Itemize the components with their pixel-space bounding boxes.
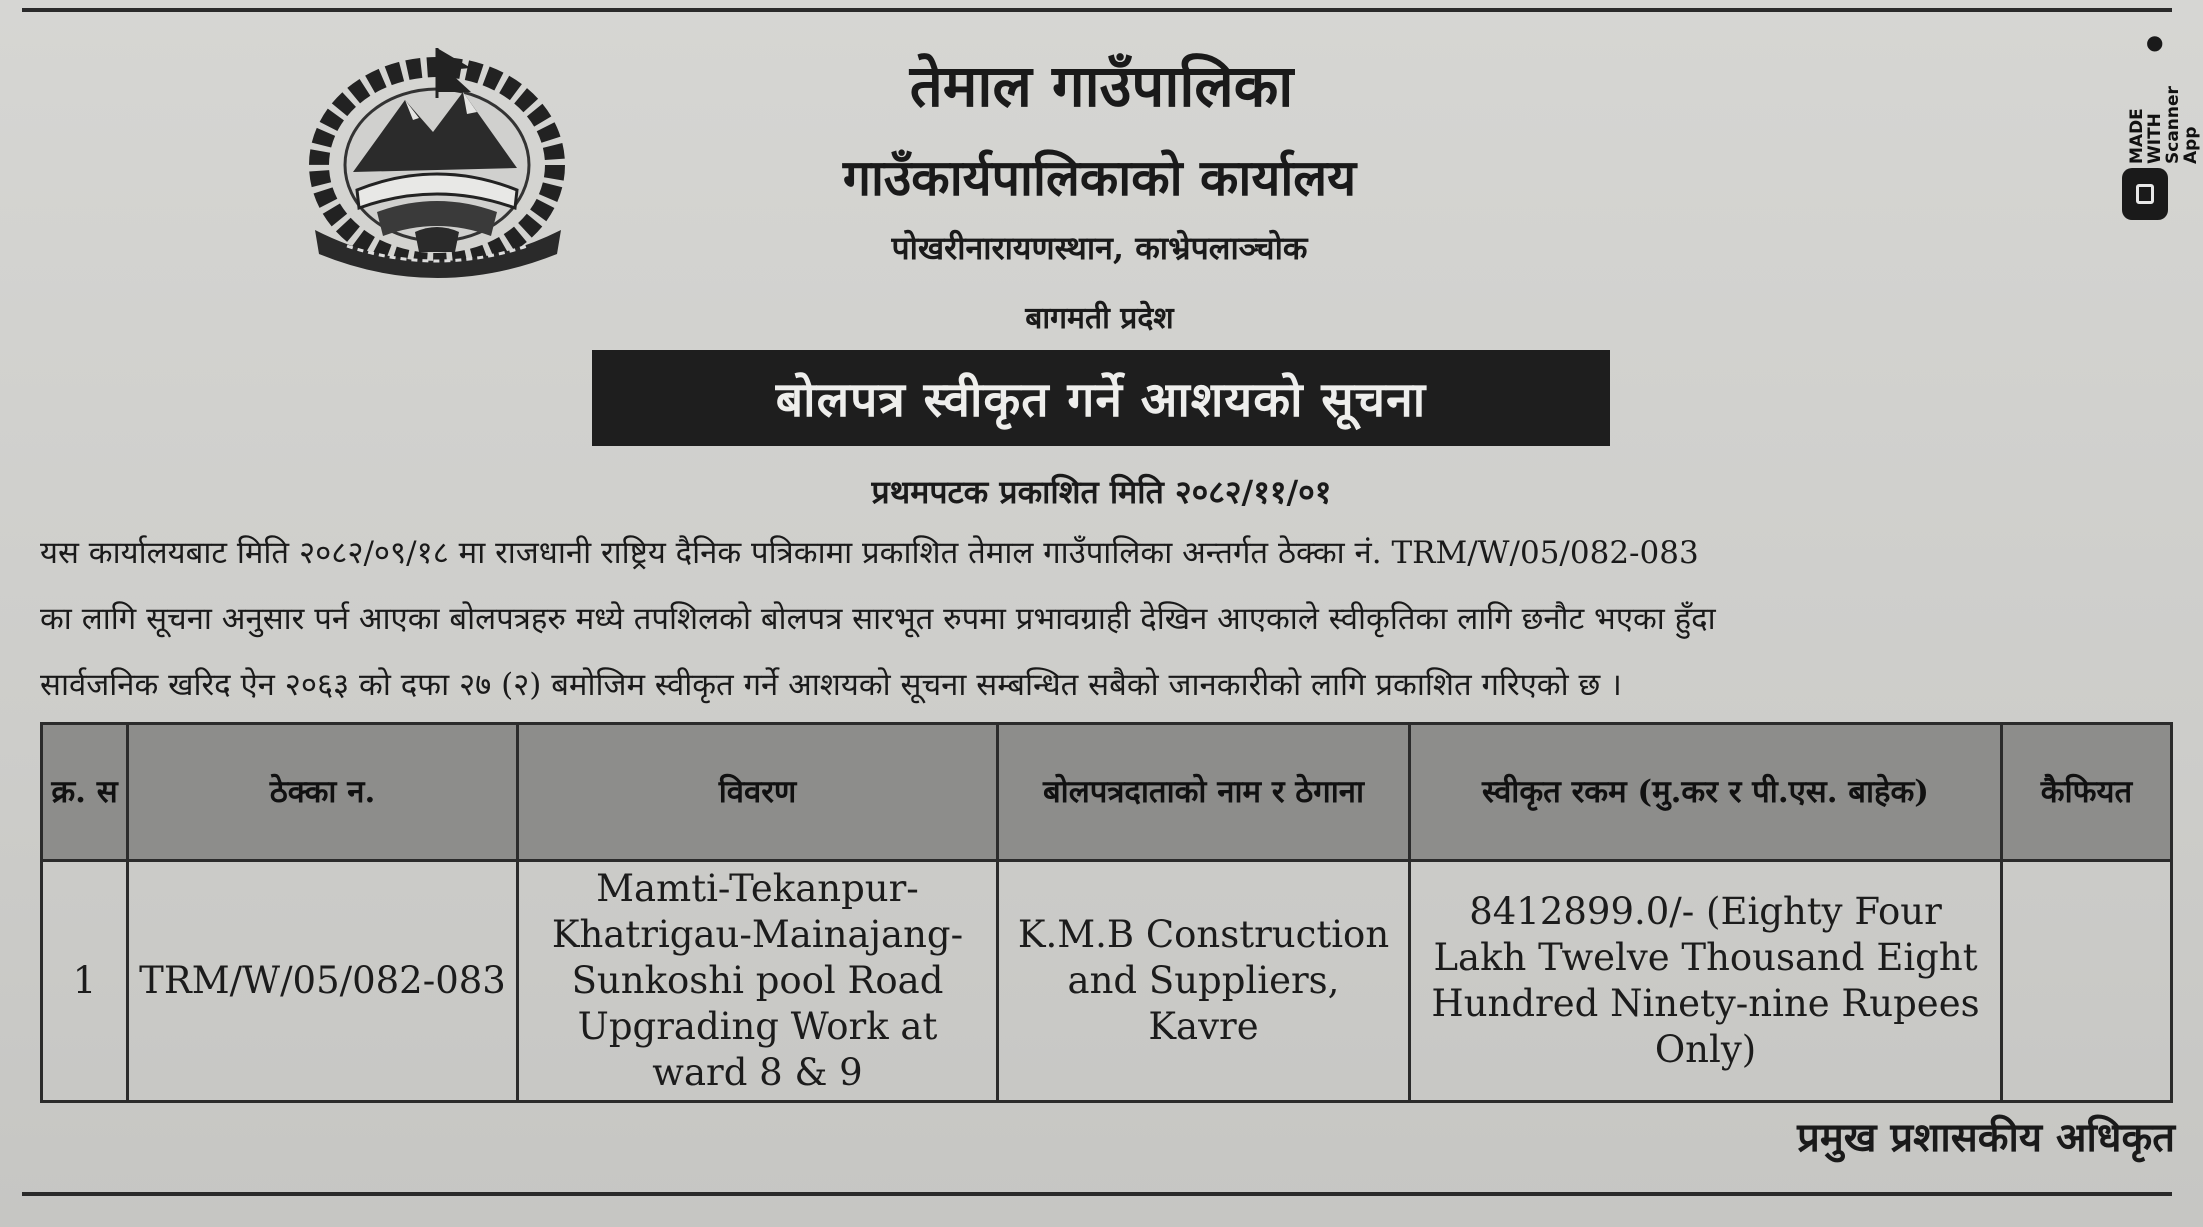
header-remarks: कैफियत	[2002, 724, 2172, 861]
table-row	[42, 861, 2172, 1102]
notice-title: बोलपत्र स्वीकृत गर्ने आशयको सूचना	[775, 371, 1427, 428]
header-description: विवरण	[518, 724, 998, 861]
scanner-app-icon	[2122, 168, 2168, 220]
municipality-name: तेमाल गाउँपालिका	[909, 52, 1294, 120]
header-sn: क्र. स	[42, 724, 128, 861]
table-header-row	[42, 724, 2172, 861]
cell-sn: 1	[42, 861, 128, 1102]
cell-contract-no: TRM/W/05/082-083	[128, 861, 518, 1102]
published-date: प्रथमपटक प्रकाशित मिति २०८२/११/०१	[871, 473, 1332, 511]
watermark-label: MADE WITH Scanner App	[2127, 86, 2201, 164]
body-line-3: सार्वजनिक खरिद ऐन २०६३ को दफा २७ (२) बमोजिम स्वीकृत गर्ने आशयको सूचना सम्बन्धित सबैको जानकारीको लागि प्रकाशित गरिएको छ ।	[40, 667, 1622, 703]
header-bidder: बोलपत्रदाताको नाम र ठेगाना	[998, 724, 1410, 861]
header-contract-no: ठेक्का न.	[128, 724, 518, 861]
cell-remarks	[2002, 861, 2172, 1102]
contract-table	[40, 722, 2173, 1103]
body-line-2: का लागि सूचना अनुसार पर्न आएका बोलपत्रहरु मध्ये तपशिलको बोलपत्र सारभूत रुपमा प्रभावग्राही देखिन आएकाले स्वीकृतिका लागि छनौट भएका हुँदा	[40, 601, 1716, 637]
body-line-1: यस कार्यालयबाट मिति २०८२/०९/१८ मा राजधानी राष्ट्रिय दैनिक पत्रिकामा प्रकाशित तेमाल गाउँपालिका अन्तर्गत ठेक्का नं. TRM/W/05/082-083	[40, 535, 1699, 571]
apple-logo-icon: ●	[2146, 30, 2164, 54]
office-name: गाउँकार्यपालिकाको कार्यालय	[842, 148, 1357, 207]
cell-description: Mamti-Tekanpur-Khatrigau-Mainajang-Sunkoshi pool Road Upgrading Work at ward 8 & 9	[518, 861, 998, 1102]
office-address: पोखरीनारायणस्थान, काभ्रेपलाञ्चोक	[891, 229, 1308, 267]
signatory-title: प्रमुख प्रशासकीय अधिकृत	[1797, 1114, 2175, 1161]
notice-title-banner	[592, 350, 1610, 446]
cell-amount: 8412899.0/- (Eighty Four Lakh Twelve Thousand Eight Hundred Ninety-nine Rupees Only)	[1410, 861, 2002, 1102]
header-amount: स्वीकृत रकम (मु.कर र पी.एस. बाहेक)	[1410, 724, 2002, 861]
province-name: बागमती प्रदेश	[1025, 301, 1174, 336]
cell-bidder: K.M.B Construction and Suppliers, Kavre	[998, 861, 1410, 1102]
